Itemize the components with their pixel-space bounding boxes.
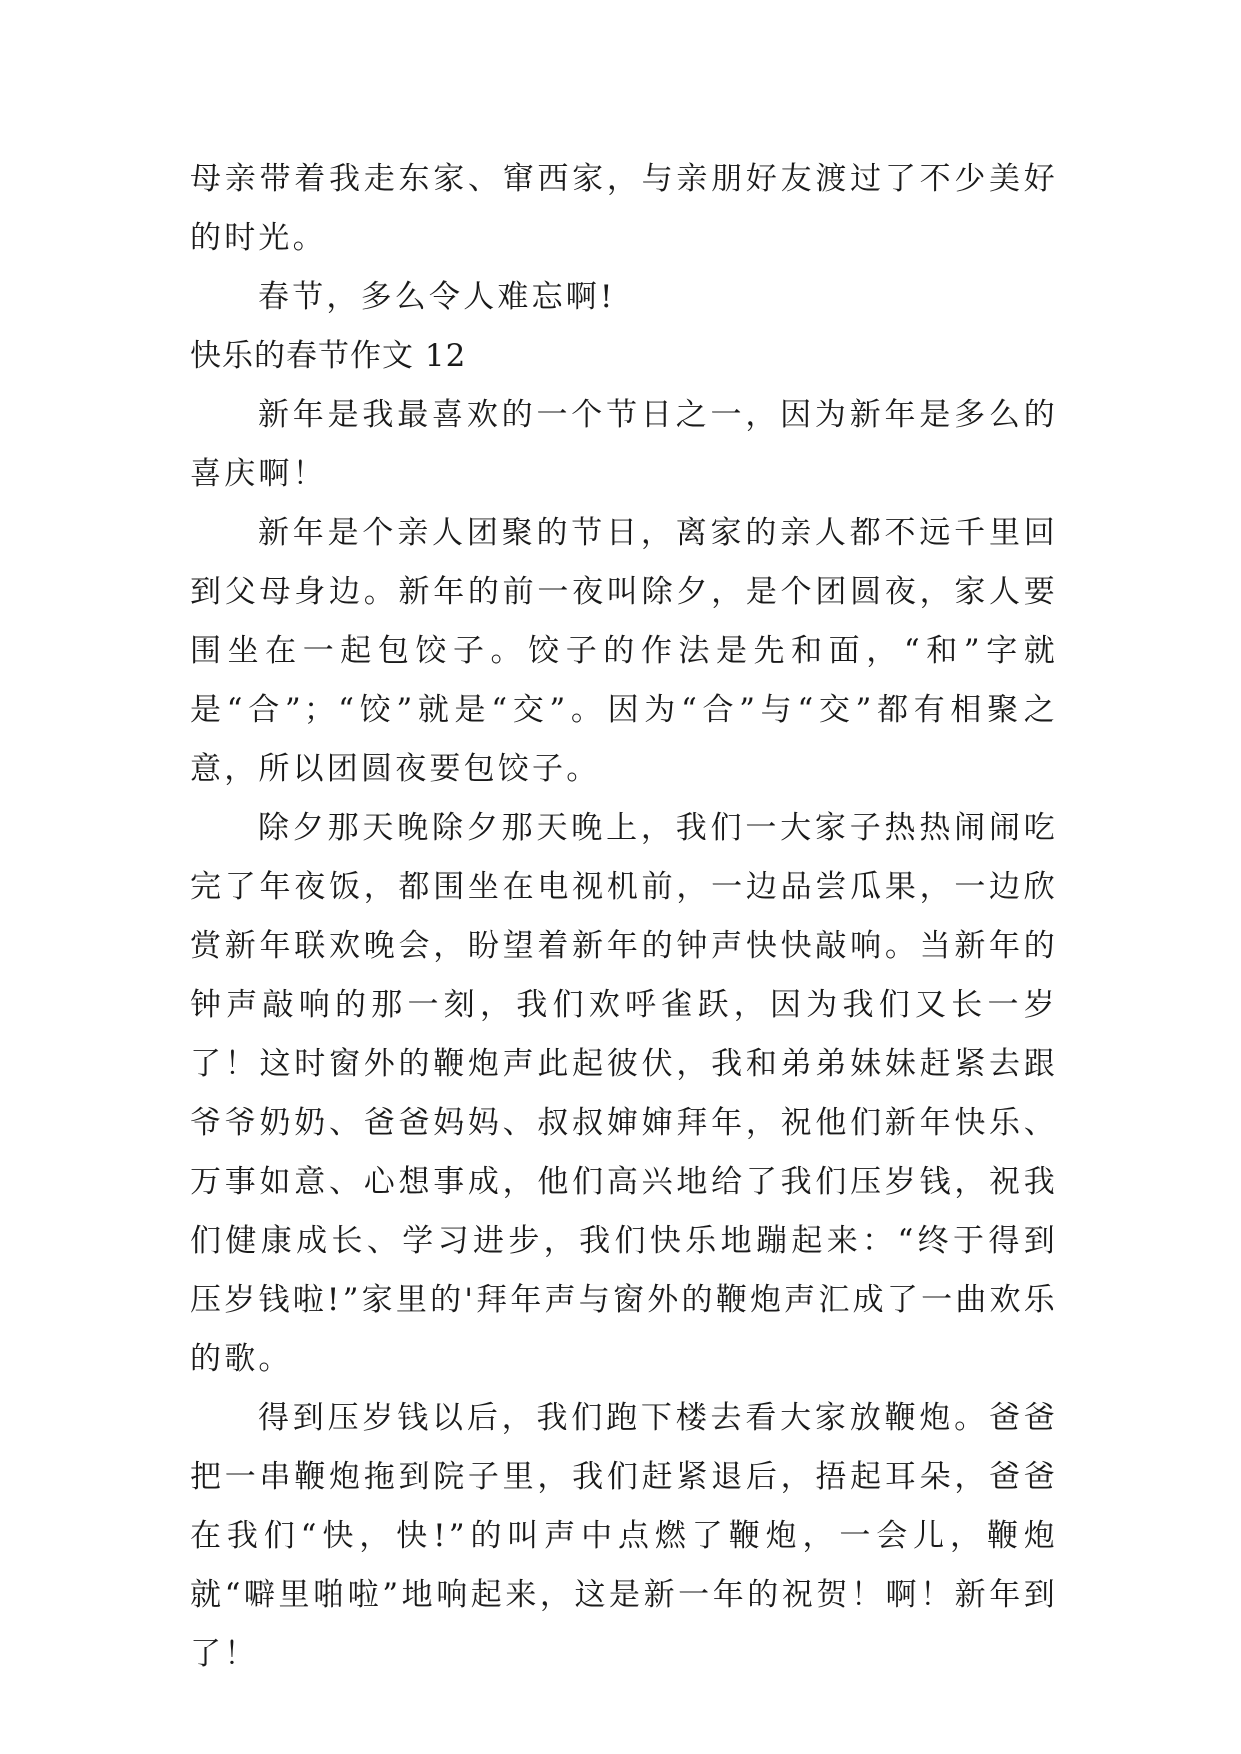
paragraph: 得到压岁钱以后，我们跑下楼去看大家放鞭炮。爸爸把一串鞭炮拖到院子里，我们赶紧退后，捂起耳朵，爸爸在我们“快，快!”的叫声中点燃了鞭炮，一会儿，鞭炮就“噼里啪啦”地响起来，这是新一年的祝贺！啊！新年到了！	[190, 1400, 1058, 1672]
paragraph: 新年是我最喜欢的一个节日之一，因为新年是多么的喜庆啊！	[190, 397, 1058, 492]
document-body	[190, 150, 1058, 1684]
closing-line: 春节，多么令人难忘啊!	[258, 279, 616, 315]
continued-paragraph: 母亲带着我走东家、窜西家，与亲朋好友渡过了不少美好的时光。	[190, 161, 1058, 256]
essay-title: 快乐的春节作文 12	[190, 338, 467, 374]
paragraph: 新年是个亲人团聚的节日，离家的亲人都不远千里回到父母身边。新年的前一夜叫除夕，是个团圆夜，家人要围坐在一起包饺子。饺子的作法是先和面，“和”字就是“合”；“饺”就是“交”。因为“合”与“交”都有相聚之意，所以团圆夜要包饺子。	[190, 515, 1058, 787]
paragraph: 除夕那天晚除夕那天晚上，我们一大家子热热闹闹吃完了年夜饭，都围坐在电视机前，一边品尝瓜果，一边欣赏新年联欢晚会，盼望着新年的钟声快快敲响。当新年的钟声敲响的那一刻，我们欢呼雀跃，因为我们又长一岁了！这时窗外的鞭炮声此起彼伏，我和弟弟妹妹赶紧去跟爷爷奶奶、爸爸妈妈、叔叔婶婶拜年，祝他们新年快乐、万事如意、心想事成，他们高兴地给了我们压岁钱，祝我们健康成长、学习进步，我们快乐地蹦起来：“终于得到压岁钱啦!”家里的'拜年声与窗外的鞭炮声汇成了一曲欢乐的歌。	[190, 810, 1058, 1377]
